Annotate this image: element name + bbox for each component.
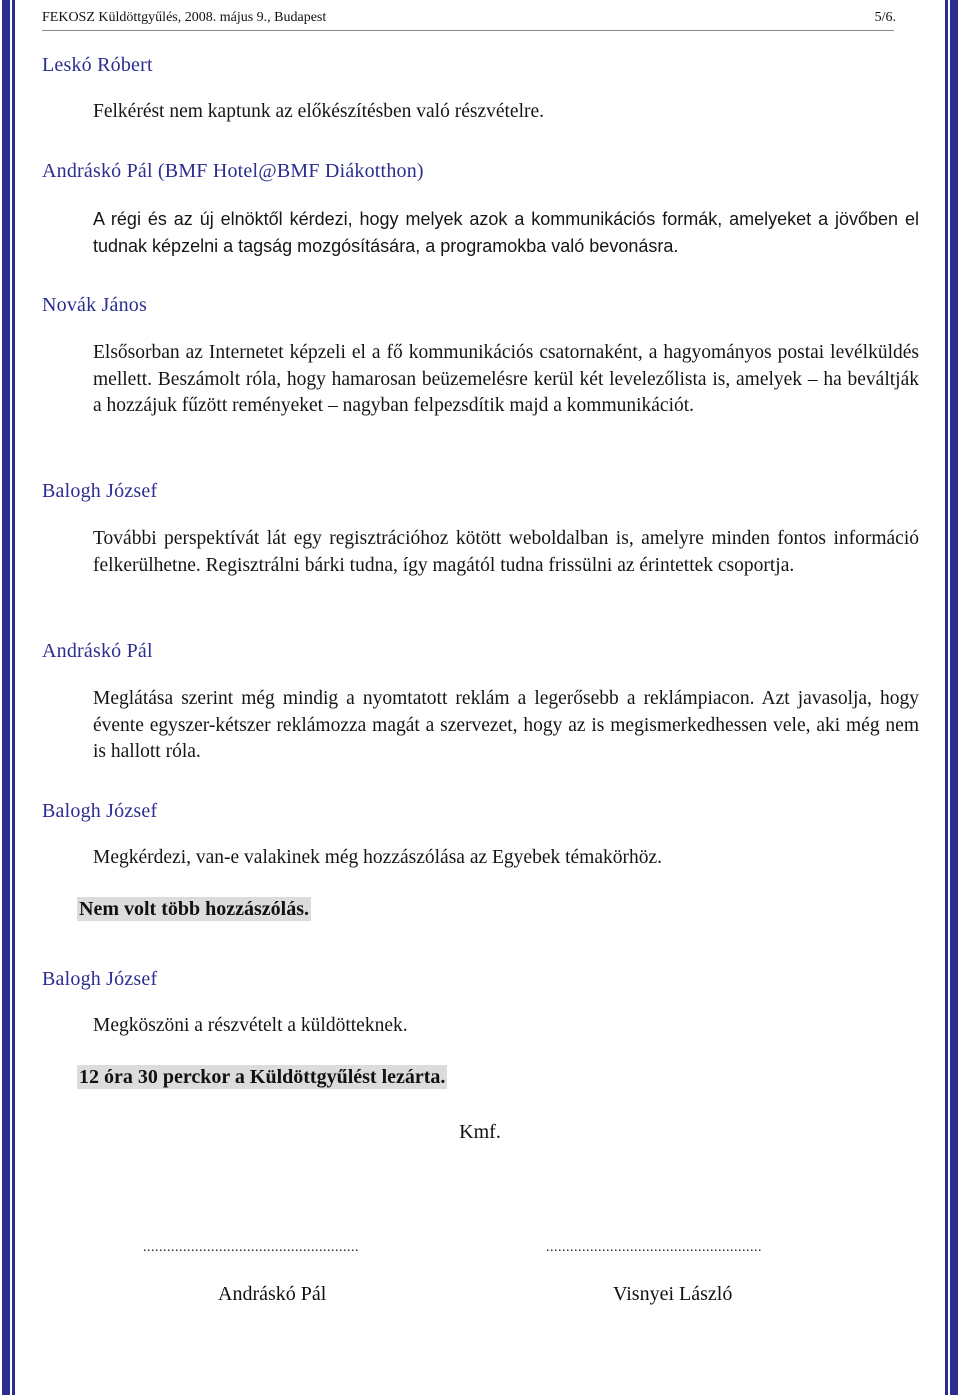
statement-text: A régi és az új elnöktől kérdezi, hogy melyek azok a kommunikációs formák, amelyeket a jövőben el tudnak képzelni a tagság mozgósítására, a programokba való bevonásra. [93, 209, 919, 256]
signature-line-left: ...................................................... [143, 1240, 359, 1255]
signer-name-right: Visnyei László [613, 1283, 733, 1305]
speaker-name: Balogh József [42, 800, 158, 822]
speaker-name: Balogh József [42, 968, 158, 990]
page-border-left-thin [12, 0, 15, 1395]
statement-text: Elsősorban az Internetet képzeli el a fő kommunikációs csatornaként, a hagyományos postai levélküldés mellett. Beszámolt róla, hogy hamarosan beüzemelésre kerül két levelezőlista is, amelyek – ha beváltják a hozzájuk fűzött reményeket – nagyban felpezsdítik majd a kommunikációt. [93, 342, 919, 416]
statement-text: Felkérést nem kaptunk az előkészítésben való részvételre. [93, 101, 545, 122]
speaker-name: Novák János [42, 294, 147, 316]
page-header [42, 8, 894, 31]
conclusion-note: Nem volt több hozzászólás. [79, 898, 309, 920]
page-border-left-thick [2, 0, 10, 1395]
speaker-name: Leskó Róbert [42, 54, 153, 76]
speaker-name: Balogh József [42, 480, 158, 502]
page-number: 5/6. [874, 10, 896, 25]
closing-note: 12 óra 30 perckor a Küldöttgyűlést lezárta. [79, 1066, 446, 1088]
page-border-right-thin [945, 0, 948, 1395]
speaker-name: Andráskó Pál (BMF Hotel@BMF Diákotthon) [42, 160, 424, 182]
statement-text: Megkérdezi, van-e valakinek még hozzászólása az Egyebek témakörhöz. [93, 847, 663, 868]
kmf-label: Kmf. [459, 1121, 501, 1143]
header-title: FEKOSZ Küldöttgyűlés, 2008. május 9., Budapest [42, 10, 327, 25]
speaker-name: Andráskó Pál [42, 640, 153, 662]
signature-line-right: ...................................................... [546, 1240, 762, 1255]
statement-text: További perspektívát lát egy regisztrációhoz kötött weboldalban is, amelyre minden fontos információ felkerülhetne. Regisztrálni bárki tudna, így magától tudna frissülni az érintettek csoportja. [93, 528, 919, 576]
page-border-right-thick [950, 0, 958, 1395]
signer-name-left: Andráskó Pál [218, 1283, 327, 1305]
statement-text: Meglátása szerint még mindig a nyomtatott reklám a legerősebb a reklámpiacon. Azt javasolja, hogy évente egyszer-kétszer reklámozza magát a szervezet, hogy az is megismerkedhessen vele, aki még nem is hallott róla. [93, 688, 919, 762]
statement-text: Megköszöni a részvételt a küldötteknek. [93, 1015, 408, 1036]
